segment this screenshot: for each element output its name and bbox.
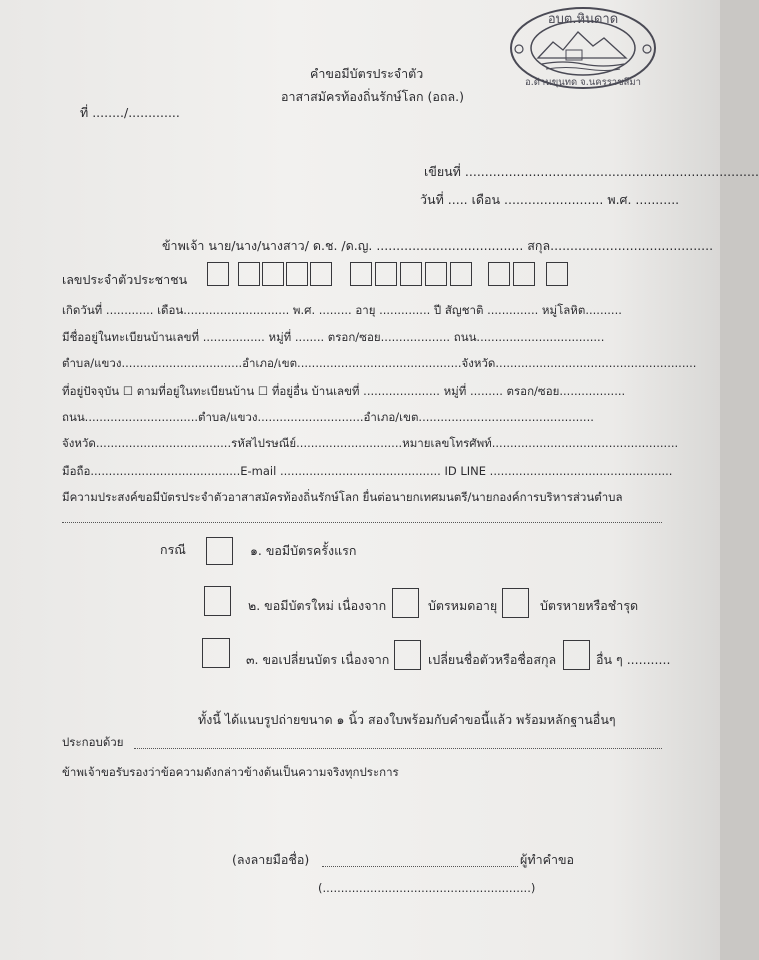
certification-statement: ข้าพเจ้าขอรับรองว่าข้อความดังกล่าวข้างต้นเป็นความจริงทุกประการ <box>62 765 399 779</box>
seal-bottom-text: อ.ด่านขุนทด จ.นครราชสีมา <box>525 77 641 88</box>
signature-label: (ลงลายมือชื่อ) <box>232 852 310 867</box>
purpose-continuation-line[interactable] <box>62 522 662 523</box>
attachment-list-label: ประกอบด้วย <box>62 735 124 749</box>
case3-label: ๓. ขอเปลี่ยนบัตร เนื่องจาก <box>246 652 390 667</box>
attachment-list-field[interactable] <box>134 748 662 749</box>
province-postcode-phone-field[interactable]: จังหวัด.....................................รหัสไปรษณีย์.............................หมายเลขโทรศัพท์................................................... <box>62 436 679 450</box>
current-address-field[interactable]: ที่อยู่ปัจจุบัน ☐ ตามที่อยู่ในทะเบียนบ้าน ☐ ที่อยู่อื่น บ้านเลขที่ ..................... หมู่ที่ ......... ตรอก/ซอย.................. <box>62 384 626 398</box>
birth-details-field[interactable]: เกิดวันที่ ............. เดือน............................. พ.ศ. ......... อายุ .............. ปี สัญชาติ .............. หมู่โลหิต.......... <box>62 303 622 317</box>
case2-checkbox[interactable] <box>204 586 231 616</box>
signature-field[interactable] <box>322 866 518 867</box>
written-at-field[interactable]: เขียนที่ .......................................................................... <box>424 164 759 179</box>
seal-top-text: อบต.หินดาด <box>547 12 619 27</box>
applicant-printed-name-field[interactable]: (.........................................................) <box>318 881 536 895</box>
reference-number-field[interactable]: ที่ ......../............. <box>80 105 180 120</box>
id-digit-box[interactable] <box>488 262 510 286</box>
id-digit-box[interactable] <box>262 262 284 286</box>
national-id-label: เลขประจำตัวประชาชน <box>62 272 188 287</box>
registered-address-field[interactable]: มีชื่ออยู่ในทะเบียนบ้านเลขที่ ................. หมู่ที่ ........ ตรอก/ซอย................... ถนน................................... <box>62 330 605 344</box>
id-digit-box[interactable] <box>425 262 447 286</box>
lost-damaged-label: บัตรหายหรือชำรุด <box>540 598 639 613</box>
case1-checkbox[interactable] <box>206 537 233 565</box>
id-digit-box[interactable] <box>286 262 308 286</box>
name-change-checkbox[interactable] <box>394 640 421 670</box>
lost-damaged-checkbox[interactable] <box>502 588 529 618</box>
id-digit-box[interactable] <box>375 262 397 286</box>
purpose-statement: มีความประสงค์ขอมีบัตรประจำตัวอาสาสมัครท้องถิ่นรักษ์โลก ยื่นต่อนายกเทศมนตรี/นายกองค์การบริหารส่วนตำบล <box>62 490 623 504</box>
mobile-email-line-field[interactable]: มือถือ.........................................E-mail ............................................ ID LINE .................................................. <box>62 464 673 478</box>
id-digit-box[interactable] <box>207 262 229 286</box>
other-reason-label: อื่น ๆ ........... <box>596 652 671 667</box>
subdistrict-district-province-field[interactable]: ตำบล/แขวง.................................อำเภอ/เขต.............................................จังหวัด....................................................... <box>62 356 697 370</box>
expired-card-checkbox[interactable] <box>392 588 419 618</box>
case1-label: ๑. ขอมีบัตรครั้งแรก <box>250 543 357 558</box>
case3-checkbox[interactable] <box>202 638 230 668</box>
attachment-statement: ทั้งนี้ ได้แนบรูปถ่ายขนาด ๑ นิ้ว สองใบพร้อมกับคำขอนี้แล้ว พร้อมหลักฐานอื่นๆ <box>198 712 616 727</box>
case-label: กรณี <box>160 542 186 557</box>
id-digit-box[interactable] <box>400 262 422 286</box>
expired-card-label: บัตรหมดอายุ <box>428 598 498 613</box>
id-digit-box[interactable] <box>513 262 535 286</box>
id-digit-box[interactable] <box>546 262 568 286</box>
id-digit-box[interactable] <box>310 262 332 286</box>
id-digit-box[interactable] <box>350 262 372 286</box>
name-change-label: เปลี่ยนชื่อตัวหรือชื่อสกุล <box>428 652 557 667</box>
date-field[interactable]: วันที่ ..... เดือน ......................... พ.ศ. ........... <box>420 192 680 207</box>
case2-label: ๒. ขอมีบัตรใหม่ เนื่องจาก <box>248 598 387 613</box>
other-reason-checkbox[interactable] <box>563 640 590 670</box>
form-title: คำขอมีบัตรประจำตัว <box>310 66 424 81</box>
id-digit-box[interactable] <box>238 262 260 286</box>
organization-seal <box>508 6 658 90</box>
road-subdistrict-district-field[interactable]: ถนน...............................ตำบล/แขวง.............................อำเภอ/เขต................................................ <box>62 410 594 424</box>
form-subtitle: อาสาสมัครท้องถิ่นรักษ์โลก (อถล.) <box>281 89 464 104</box>
id-digit-box[interactable] <box>450 262 472 286</box>
applicant-name-field[interactable]: ข้าพเจ้า นาย/นาง/นางสาว/ ด.ช. /ด.ญ. ..................................... สกุล......................................... <box>162 238 714 253</box>
applicant-role-label: ผู้ทำคำขอ <box>520 852 575 867</box>
